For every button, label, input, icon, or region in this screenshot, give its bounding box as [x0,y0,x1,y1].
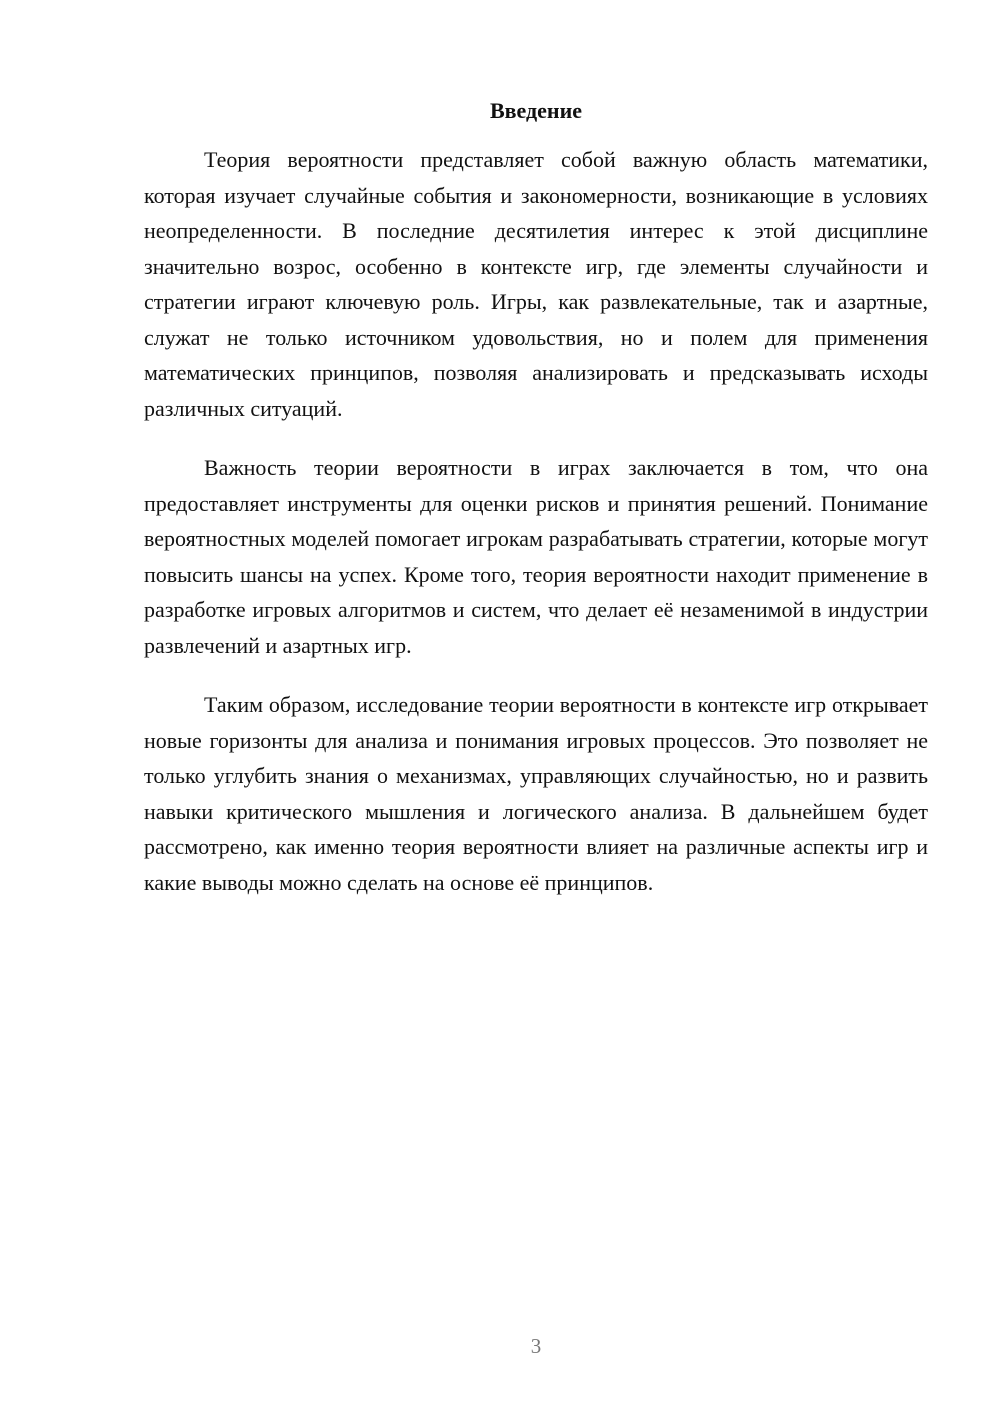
paragraph-2: Важность теории вероятности в играх заключается в том, что она предоставляет инструменты для оценки рисков и принятия решений. Понимание вероятностных моделей помогает игрокам разрабатывать стратегии, которые могут повысить шансы на успех. Кроме того, теория вероятности находит применение в разработке игровых алгоритмов и систем, что делает её незаменимой в индустрии развлечений и азартных игр. [144,455,928,658]
section-heading: Введение [489,98,583,123]
paragraph-1: Теория вероятности представляет собой важную область математики, которая изучает случайные события и закономерности, возникающие в условиях неопределенности. В последние десятилетия интерес к этой дисциплине значительно возрос, особенно в контексте игр, где элементы случайности и стратегии играют ключевую роль. Игры, как развлекательные, так и азартные, служат не только источником удовольствия, но и полем для применения математических принципов, позволяя анализировать и предсказывать исходы различных ситуаций. [144,147,928,421]
paragraph-3: Таким образом, исследование теории вероятности в контексте игр открывает новые горизонты для анализа и понимания игровых процессов. Это позволяет не только углубить знания о механизмах, управляющих случайностью, но и развить навыки критического мышления и логического анализа. В дальнейшем будет рассмотрено, как именно теория вероятности влияет на различные аспекты игр и какие выводы можно сделать на основе её принципов. [144,692,928,895]
page-number: 3 [530,1334,542,1358]
body-text [144,142,928,924]
